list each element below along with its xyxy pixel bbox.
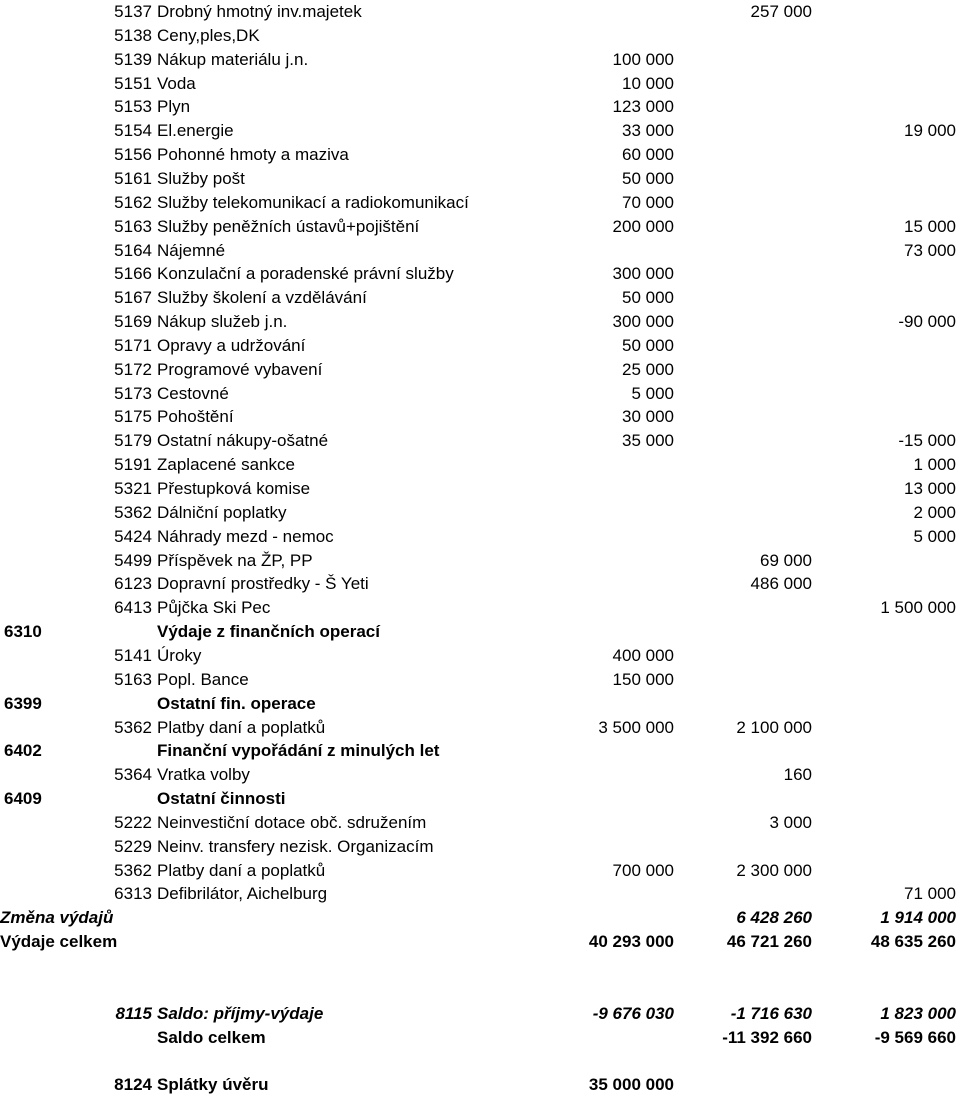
saldo-row bbox=[0, 1002, 960, 1026]
item-code: 5169 bbox=[114, 312, 152, 332]
item-code: 5161 bbox=[114, 168, 152, 188]
item-code: 5362 bbox=[114, 860, 152, 880]
table-row bbox=[0, 191, 960, 215]
item-code: 5163 bbox=[114, 216, 152, 236]
summary-label: Splátky úvěru bbox=[157, 1075, 269, 1095]
section-header-row bbox=[0, 787, 960, 811]
item-name: Defibrilátor, Aichelburg bbox=[157, 884, 328, 904]
table-row bbox=[0, 72, 960, 96]
item-name: El.energie bbox=[157, 121, 234, 141]
table-row bbox=[0, 668, 960, 692]
spacer-row bbox=[0, 1049, 960, 1073]
table-row bbox=[0, 549, 960, 573]
table-row bbox=[0, 382, 960, 406]
grand-total-row bbox=[0, 930, 960, 954]
item-code: 5364 bbox=[114, 765, 152, 785]
table-row bbox=[0, 95, 960, 119]
item-code: 6123 bbox=[114, 574, 152, 594]
item-code: 5151 bbox=[114, 73, 152, 93]
table-row bbox=[0, 525, 960, 549]
item-code: 6413 bbox=[114, 598, 152, 618]
table-row bbox=[0, 215, 960, 239]
value-col-1: 25 000 bbox=[622, 359, 674, 379]
item-code: 5321 bbox=[114, 479, 152, 498]
value-col-2: 69 000 bbox=[760, 550, 812, 570]
saldo-col-2: -1 716 630 bbox=[730, 1003, 812, 1023]
item-name: Půjčka Ski Pec bbox=[157, 598, 271, 618]
value-col-3: -90 000 bbox=[898, 312, 956, 332]
value-col-2: 486 000 bbox=[750, 574, 812, 594]
item-code: 5154 bbox=[114, 121, 152, 141]
table-row bbox=[0, 716, 960, 740]
value-col-1: 33 000 bbox=[622, 121, 674, 141]
table-row bbox=[0, 262, 960, 286]
value-col-1: 100 000 bbox=[612, 49, 674, 69]
item-name: Neinvestiční dotace obč. sdružením bbox=[157, 812, 427, 832]
saldo-code: 8115 bbox=[115, 1003, 152, 1023]
summary-col-3: -9 569 660 bbox=[874, 1027, 956, 1047]
change-total-row bbox=[0, 906, 960, 930]
table-row bbox=[0, 501, 960, 525]
value-col-3: 5 000 bbox=[913, 526, 956, 546]
section-code: 6409 bbox=[4, 789, 42, 809]
item-name: Služby školení a vzdělávání bbox=[157, 288, 367, 308]
item-code: 5499 bbox=[114, 550, 152, 570]
item-name: Drobný hmotný inv.majetek bbox=[157, 2, 362, 21]
item-code: 5179 bbox=[114, 431, 152, 451]
section-header-row bbox=[0, 620, 960, 644]
item-code: 5173 bbox=[114, 383, 152, 403]
item-code: 5167 bbox=[114, 288, 152, 308]
table-row bbox=[0, 48, 960, 72]
item-name: Ceny,ples,DK bbox=[157, 25, 260, 45]
table-row bbox=[0, 0, 960, 24]
value-col-3: 1 000 bbox=[913, 455, 956, 475]
item-name: Služby peněžních ústavů+pojištění bbox=[157, 216, 420, 236]
spacer-row bbox=[0, 978, 960, 1002]
table-row bbox=[0, 763, 960, 787]
table-row bbox=[0, 572, 960, 596]
summary-col-2: -11 392 660 bbox=[722, 1027, 812, 1047]
value-col-1: 150 000 bbox=[612, 669, 674, 689]
item-code: 5164 bbox=[114, 240, 152, 260]
value-col-3: 15 000 bbox=[904, 216, 956, 236]
table-row bbox=[0, 477, 960, 501]
item-name: Dopravní prostředky - Š Yeti bbox=[157, 574, 369, 594]
item-name: Platby daní a poplatků bbox=[157, 860, 326, 880]
item-name: Zaplacené sankce bbox=[157, 455, 295, 475]
summary-col-1: 35 000 000 bbox=[588, 1075, 674, 1095]
section-title: Ostatní fin. operace bbox=[157, 693, 316, 713]
value-col-1: 3 500 000 bbox=[598, 717, 674, 737]
table-row bbox=[0, 453, 960, 477]
item-code: 5172 bbox=[114, 359, 152, 379]
section-header-row bbox=[0, 739, 960, 763]
table-row bbox=[0, 644, 960, 668]
table-row bbox=[0, 310, 960, 334]
value-col-3: 73 000 bbox=[904, 240, 956, 260]
table-row bbox=[0, 167, 960, 191]
change-col-3: 1 914 000 bbox=[880, 908, 956, 928]
value-col-1: 60 000 bbox=[622, 145, 674, 165]
value-col-1: 400 000 bbox=[612, 645, 674, 665]
table-row bbox=[0, 143, 960, 167]
section-title: Výdaje z finančních operací bbox=[157, 622, 380, 642]
item-code: 5171 bbox=[114, 335, 152, 355]
item-code: 5222 bbox=[114, 812, 152, 832]
item-name: Náhrady mezd - nemoc bbox=[157, 526, 334, 546]
value-col-3: 19 000 bbox=[904, 121, 956, 141]
item-name: Neinv. transfery nezisk. Organizacím bbox=[157, 836, 434, 856]
value-col-3: 13 000 bbox=[904, 479, 956, 498]
value-col-2: 160 bbox=[783, 765, 812, 785]
value-col-3: 71 000 bbox=[904, 884, 956, 904]
value-col-1: 50 000 bbox=[622, 335, 674, 355]
section-code: 6402 bbox=[4, 741, 42, 761]
item-name: Popl. Bance bbox=[157, 669, 249, 689]
table-row bbox=[0, 882, 960, 906]
item-code: 5156 bbox=[114, 145, 152, 165]
value-col-1: 300 000 bbox=[612, 264, 674, 284]
item-name: Voda bbox=[157, 73, 196, 93]
item-code: 5138 bbox=[114, 25, 152, 45]
value-col-1: 200 000 bbox=[612, 216, 674, 236]
item-code: 5137 bbox=[114, 2, 152, 21]
section-header-row bbox=[0, 692, 960, 716]
item-name: Vratka volby bbox=[157, 765, 250, 785]
item-code: 5162 bbox=[114, 192, 152, 212]
value-col-2: 257 000 bbox=[750, 2, 812, 21]
item-name: Služby telekomunikací a radiokomunikací bbox=[157, 192, 469, 212]
item-code: 5424 bbox=[114, 526, 152, 546]
saldo-label: Saldo: příjmy-výdaje bbox=[157, 1003, 324, 1023]
value-col-1: 50 000 bbox=[622, 288, 674, 308]
table-row bbox=[0, 835, 960, 859]
item-name: Nájemné bbox=[157, 240, 226, 260]
value-col-1: 123 000 bbox=[612, 97, 674, 117]
total-col-1: 40 293 000 bbox=[588, 932, 674, 952]
table-row bbox=[0, 405, 960, 429]
item-name: Konzulační a poradenské právní služby bbox=[157, 264, 454, 284]
section-code: 6310 bbox=[4, 622, 42, 642]
section-title: Finanční vypořádání z minulých let bbox=[157, 741, 440, 761]
item-name: Ostatní nákupy-ošatné bbox=[157, 431, 329, 451]
change-col-2: 6 428 260 bbox=[736, 908, 812, 928]
item-name: Programové vybavení bbox=[157, 359, 323, 379]
total-col-2: 46 721 260 bbox=[726, 932, 812, 952]
value-col-1: 35 000 bbox=[622, 431, 674, 451]
table-row bbox=[0, 24, 960, 48]
summary-row bbox=[0, 1026, 960, 1050]
total-label: Výdaje celkem bbox=[0, 932, 118, 952]
item-code: 5191 bbox=[114, 455, 152, 475]
item-name: Pohoštění bbox=[157, 407, 234, 427]
item-name: Pohonné hmoty a maziva bbox=[157, 145, 349, 165]
table-row bbox=[0, 811, 960, 835]
item-name: Služby pošt bbox=[157, 168, 245, 188]
value-col-1: 300 000 bbox=[612, 312, 674, 332]
item-name: Opravy a udržování bbox=[157, 335, 306, 355]
value-col-3: 1 500 000 bbox=[880, 598, 956, 618]
item-code: 6313 bbox=[114, 884, 152, 904]
value-col-2: 2 100 000 bbox=[736, 717, 812, 737]
item-code: 5139 bbox=[114, 49, 152, 69]
value-col-1: 5 000 bbox=[631, 383, 674, 403]
saldo-col-3: 1 823 000 bbox=[880, 1003, 956, 1023]
item-name: Nákup služeb j.n. bbox=[157, 312, 288, 332]
saldo-col-1: -9 676 030 bbox=[592, 1003, 674, 1023]
total-col-3: 48 635 260 bbox=[870, 932, 956, 952]
value-col-1: 50 000 bbox=[622, 168, 674, 188]
item-name: Přestupková komise bbox=[157, 479, 311, 498]
spacer-row bbox=[0, 954, 960, 978]
item-code: 5166 bbox=[114, 264, 152, 284]
item-code: 5229 bbox=[114, 836, 152, 856]
value-col-2: 2 300 000 bbox=[736, 860, 812, 880]
table-row bbox=[0, 119, 960, 143]
value-col-1: 70 000 bbox=[622, 192, 674, 212]
value-col-3: -15 000 bbox=[898, 431, 956, 451]
item-name: Příspěvek na ŽP, PP bbox=[157, 550, 313, 570]
item-name: Platby daní a poplatků bbox=[157, 717, 326, 737]
summary-label: Saldo celkem bbox=[157, 1027, 266, 1047]
summary-row bbox=[0, 1073, 960, 1097]
item-code: 5362 bbox=[114, 717, 152, 737]
value-col-1: 10 000 bbox=[622, 73, 674, 93]
table-row bbox=[0, 334, 960, 358]
table-row bbox=[0, 286, 960, 310]
section-code: 6399 bbox=[4, 693, 42, 713]
item-code: 5175 bbox=[114, 407, 152, 427]
table-row bbox=[0, 859, 960, 883]
value-col-1: 30 000 bbox=[622, 407, 674, 427]
section-title: Ostatní činnosti bbox=[157, 789, 286, 809]
item-code: 5163 bbox=[114, 669, 152, 689]
table-row bbox=[0, 239, 960, 263]
item-name: Dálniční poplatky bbox=[157, 502, 287, 522]
item-name: Nákup materiálu j.n. bbox=[157, 49, 309, 69]
item-name: Plyn bbox=[157, 97, 191, 117]
value-col-2: 3 000 bbox=[769, 812, 812, 832]
item-name: Úroky bbox=[157, 645, 202, 665]
value-col-3: 2 000 bbox=[913, 502, 956, 522]
table-row bbox=[0, 358, 960, 382]
item-code: 5153 bbox=[114, 97, 152, 117]
value-col-1: 700 000 bbox=[612, 860, 674, 880]
summary-code: 8124 bbox=[114, 1075, 152, 1095]
change-label: Změna výdajů bbox=[0, 908, 114, 928]
table-row bbox=[0, 429, 960, 453]
item-code: 5141 bbox=[114, 645, 152, 665]
item-name: Cestovné bbox=[157, 383, 229, 403]
table-row bbox=[0, 596, 960, 620]
item-code: 5362 bbox=[114, 502, 152, 522]
